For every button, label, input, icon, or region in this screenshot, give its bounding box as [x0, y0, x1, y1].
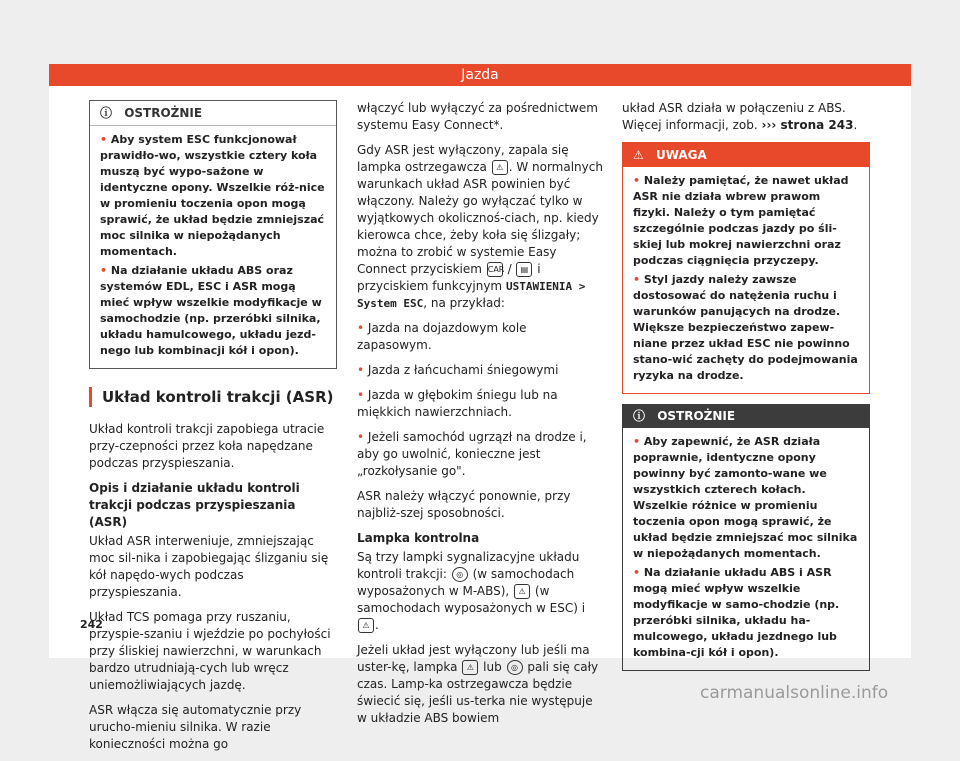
column-3	[622, 100, 870, 681]
warning-title: UWAGA	[655, 148, 707, 162]
esc-off-lamp-icon: ⚠	[358, 618, 374, 633]
intro-paragraph: Układ kontroli trakcji zapobiega utracie przy-czepności przez koła napędzane podczas przyspieszania.	[89, 422, 325, 470]
subheading: Lampka kontrolna	[357, 531, 480, 545]
caution-title: OSTROŻNIE	[657, 409, 736, 423]
settings-button-icon: ▤	[516, 262, 532, 277]
body-paragraph: układ ASR działa w połączeniu z ABS. Więcej informacji, zob. ››› strona 243.	[622, 101, 858, 132]
column-2	[357, 100, 603, 735]
caution-bullet: • Na działanie układu ABS i ASR mogą mieć wpływ wszelkie modyfikacje w samo-chodzie (np. przeróbki silnika, układu ha-mulcowego, układu jezdnego lub kombina-cji kół i opon).	[633, 566, 840, 659]
caution-bullet: • Aby zapewnić, że ASR działa poprawnie, identyczne opony powinny być zamonto-wane we wszystkich czterech kołach. Wszelkie różnice w promieniu toczenia opon mogą sprawić, że układ będzie zmniejszać moc silnika w niepożądanych momentach.	[633, 435, 858, 560]
car-button-icon: CAR	[487, 262, 503, 277]
list-item: • Jeżeli samochód ugrzązł na drodze i, aby go uwolnić, konieczne jest „rozkołysanie go".	[357, 430, 587, 478]
watermark: carmanualsonline.info	[700, 683, 889, 703]
section-title: Układ kontroli trakcji (ASR)	[89, 387, 337, 407]
body-paragraph: Gdy ASR jest wyłączony, zapala się lampka ostrzegawcza ⚠ . W normalnych warunkach układ ASR powinien być włączony. Należy go wyłączać tylko w wyjątkowych okolicznoś-ciach, np. kiedy kierowca chce, żeby koła się ślizgały; można to zrobić w systemie Easy Connect przyciskiem CAR / ▤ i przyciskiem funkcyjnym USTAWIENIA > System ESC, na przykład:	[357, 143, 603, 310]
caution-box	[89, 100, 337, 369]
warning-bullet: • Należy pamiętać, że nawet układ ASR nie działa wbrew prawom fizyki. Należy o tym pamiętać szczególnie podczas jazdy po śli-skiej lub mokrej nawierzchni oraz podczas ciągnięcia przyczepy.	[633, 174, 849, 267]
body-paragraph: ASR należy włączyć ponownie, przy najbliż-szej sposobności.	[357, 489, 571, 520]
abs-lamp-icon: ◎	[507, 660, 523, 675]
page-header: Jazda	[49, 64, 911, 86]
list-item: • Jazda w głębokim śniegu lub na miękkich nawierzchniach.	[357, 388, 558, 419]
warning-box	[622, 142, 870, 394]
esc-lamp-icon: ⚠	[462, 660, 478, 675]
abs-lamp-icon: ◎	[452, 567, 468, 582]
body-paragraph: Układ TCS pomaga przy ruszaniu, przyspie-szaniu i wjeździe po pochyłości przy śliskiej nawierzchni, w warunkach bardzo utrudniają-cych lub wręcz uniemożliwiających jazdę.	[89, 610, 331, 692]
caution-bullet: • Na działanie układu ABS oraz systemów EDL, ESC i ASR mogą mieć wpływ wszelkie modyfikacje w samochodzie (np. przeróbki silnika, układu hamulcowego, układu jezd-nego lub kombinacji kół i opon).	[100, 264, 322, 357]
list-item: • Jazda na dojazdowym kole zapasowym.	[357, 321, 527, 352]
page-reference-link[interactable]: ››› strona 243	[761, 118, 854, 132]
body-paragraph: Są trzy lampki sygnalizacyjne układu kontroli trakcji: ◎ (w samochodach wyposażonych w M-ABS), ⚠ (w samochodach wyposażonych w ESC) i ⚠ .	[357, 550, 586, 632]
info-circle-icon: ⓘ	[633, 409, 646, 423]
body-paragraph: Układ ASR interweniuje, zmniejszając moc sil-nika i zapobiegając ślizganiu się kół napędo-wych podczas przyspieszania.	[89, 534, 329, 599]
list-item: • Jazda z łańcuchami śniegowymi	[357, 363, 559, 377]
body-paragraph: Jeżeli układ jest wyłączony lub jeśli ma uster-kę, lampka ⚠ lub ◎ pali się cały czas. Lamp-ka ostrzegawcza będzie świecić się, jeśli us-terka nie występuje w układzie ABS bowiem	[357, 643, 599, 725]
caution-bullet: • Aby system ESC funkcjonował prawidło-wo, wszystkie cztery koła muszą być wypo-sażone w identyczne opony. Wszelkie róż-nice w promieniu toczenia opon mogą sprawić, że układ będzie zmniejszać moc silnika w niepożądanych momentach.	[100, 133, 325, 258]
warning-triangle-icon: ⚠	[633, 148, 644, 162]
asr-warning-lamp-icon: ⚠	[492, 160, 508, 175]
caution-box	[622, 404, 870, 671]
caution-title: OSTROŻNIE	[124, 106, 203, 120]
column-1	[89, 100, 337, 761]
page-number: 242	[80, 618, 103, 631]
menu-path: USTAWIENIA > System ESC	[357, 280, 586, 310]
info-circle-icon: ⓘ	[100, 106, 113, 120]
body-paragraph: ASR włącza się automatycznie przy urucho-mieniu silnika. W razie konieczności można go	[89, 703, 302, 751]
body-paragraph: włączyć lub wyłączyć za pośrednictwem systemu Easy Connect*.	[357, 101, 598, 132]
esc-lamp-icon: ⚠	[514, 584, 530, 599]
subheading: Opis i działanie układu kontroli trakcji podczas przyspieszania (ASR)	[89, 481, 300, 529]
warning-bullet: • Styl jazdy należy zawsze dostosować do natężenia ruchu i warunków panujących na drodze. Większe bezpieczeństwo zapew-niane przez układ ESC nie powinno stano-wić zachęty do podejmowania ryzyka na drodze.	[633, 273, 858, 382]
